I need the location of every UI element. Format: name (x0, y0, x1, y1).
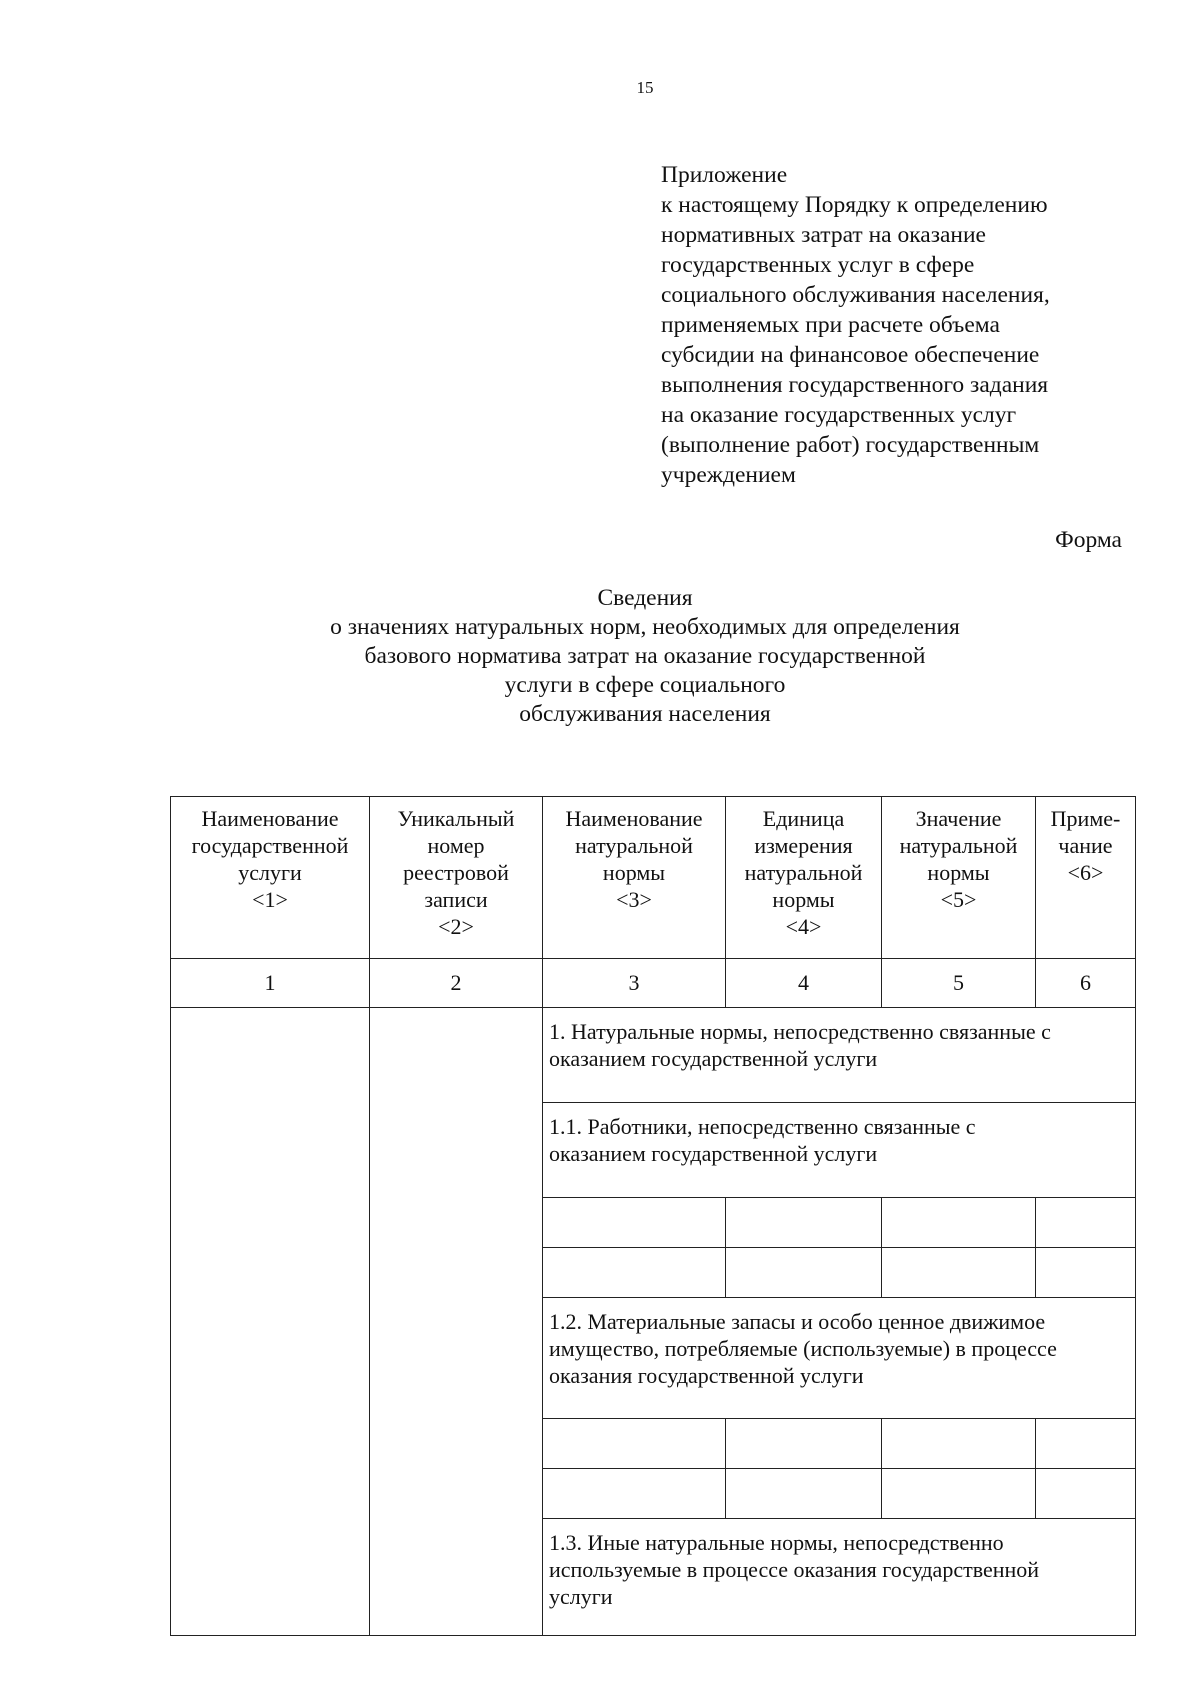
section-heading: 1.3. Иные натуральные нормы, непосредственно используемые в процессе оказания государственной услуги (543, 1519, 1136, 1636)
empty-cell[interactable] (882, 1198, 1036, 1248)
column-number: 5 (882, 959, 1036, 1008)
table-row (171, 1008, 1136, 1103)
title-line: Сведения (597, 585, 693, 611)
section-heading: 1.1. Работники, непосредственно связанные с оказанием государственной услуги (543, 1103, 1136, 1198)
empty-cell[interactable] (1036, 1198, 1136, 1248)
empty-cell[interactable] (1036, 1419, 1136, 1469)
appendix-line: выполнения государственного задания (661, 372, 1049, 398)
empty-cell[interactable] (726, 1419, 882, 1469)
table-header-row (171, 797, 1136, 959)
registry-number-cell[interactable] (370, 1008, 543, 1636)
section-heading: 1.2. Материальные запасы и особо ценное движимое имущество, потребляемые (используемые) в процессе оказания государственной услуги (543, 1298, 1136, 1419)
header-norm-name: Наименование натуральной нормы <3> (543, 797, 726, 959)
appendix-line: государственных услуг в сфере (661, 252, 975, 278)
appendix-line: к настоящему Порядку к определению (661, 192, 1048, 218)
empty-cell[interactable] (1036, 1469, 1136, 1519)
appendix-header (661, 160, 1131, 490)
section-heading: 1. Натуральные нормы, непосредственно связанные с оказанием государственной услуги (543, 1008, 1136, 1103)
column-number: 4 (726, 959, 882, 1008)
appendix-line: Приложение (661, 162, 788, 188)
header-registry-number: Уникальный номер реестровой записи <2> (370, 797, 543, 959)
header-note: Приме- чание <6> (1036, 797, 1136, 959)
header-norm-value: Значение натуральной нормы <5> (882, 797, 1036, 959)
column-number: 2 (370, 959, 543, 1008)
title-line: услуги в сфере социального (504, 672, 786, 698)
empty-cell[interactable] (882, 1469, 1036, 1519)
title-line: обслуживания населения (519, 701, 771, 727)
empty-cell[interactable] (726, 1469, 882, 1519)
column-number: 6 (1036, 959, 1136, 1008)
empty-cell[interactable] (543, 1198, 726, 1248)
header-service-name: Наименование государственной услуги <1> (171, 797, 370, 959)
service-name-cell[interactable] (171, 1008, 370, 1636)
empty-cell[interactable] (726, 1248, 882, 1298)
empty-cell[interactable] (882, 1248, 1036, 1298)
appendix-line: учреждением (661, 462, 796, 488)
norms-table (170, 796, 1136, 1636)
document-title (240, 584, 1050, 729)
title-line: базового норматива затрат на оказание государственной (364, 643, 926, 669)
appendix-line: (выполнение работ) государственным (661, 432, 1040, 458)
empty-cell[interactable] (882, 1419, 1036, 1469)
header-unit: Единица измерения натуральной нормы <4> (726, 797, 882, 959)
column-number: 3 (543, 959, 726, 1008)
empty-cell[interactable] (1036, 1248, 1136, 1298)
page-number: 15 (636, 78, 654, 97)
empty-cell[interactable] (543, 1248, 726, 1298)
empty-cell[interactable] (726, 1198, 882, 1248)
appendix-line: субсидии на финансовое обеспечение (661, 342, 1040, 368)
form-label: Форма (1055, 527, 1122, 553)
appendix-line: на оказание государственных услуг (661, 402, 1017, 428)
title-line: о значениях натуральных норм, необходимых для определения (330, 614, 960, 640)
appendix-line: применяемых при расчете объема (661, 312, 1000, 338)
appendix-line: социального обслуживания населения, (661, 282, 1050, 308)
empty-cell[interactable] (543, 1469, 726, 1519)
column-number: 1 (171, 959, 370, 1008)
column-number-row (171, 959, 1136, 1008)
appendix-line: нормативных затрат на оказание (661, 222, 986, 248)
empty-cell[interactable] (543, 1419, 726, 1469)
